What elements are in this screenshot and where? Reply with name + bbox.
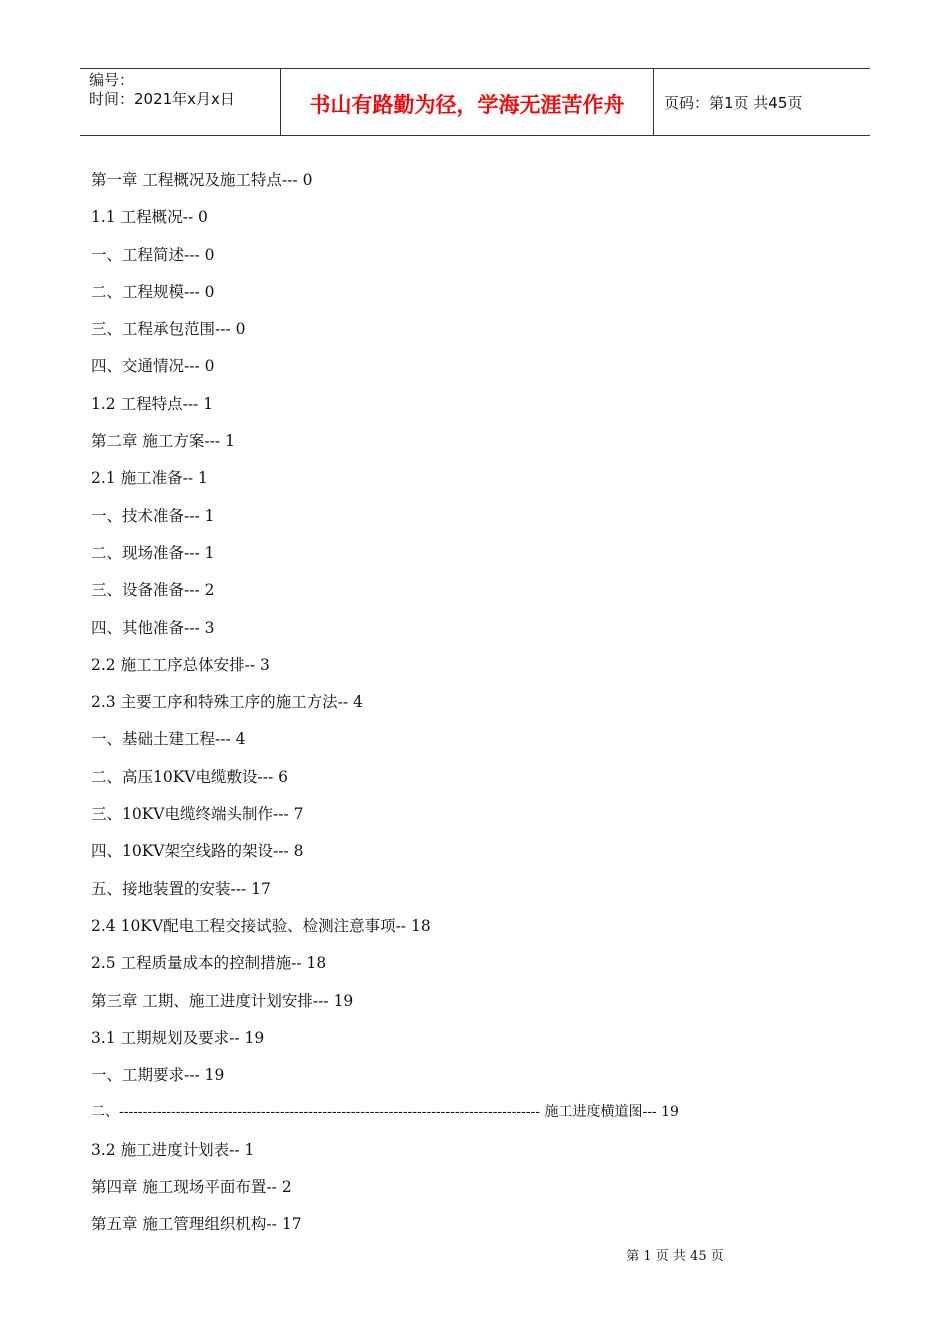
toc-entry[interactable]: 二、现场准备--- 1 [91, 543, 215, 562]
document-time-label: 时间：2021年x月x日 [89, 90, 235, 108]
toc-entry[interactable]: 三、设备准备--- 2 [91, 581, 215, 600]
header-page-info: 页码：第1页 共45页 [664, 93, 803, 112]
table-of-contents [91, 166, 861, 1248]
toc-entry[interactable]: 第三章 工期、施工进度计划安排--- 19 [91, 991, 354, 1010]
toc-entry[interactable]: 四、交通情况--- 0 [91, 357, 215, 376]
toc-entry[interactable]: 第四章 施工现场平面布置-- 2 [91, 1178, 292, 1197]
header-meta [80, 69, 281, 135]
toc-entry[interactable]: 三、10KV电缆终端头制作--- 7 [91, 805, 304, 824]
document-number-label: 编号： [89, 71, 135, 89]
toc-entry[interactable]: 第一章 工程概况及施工特点--- 0 [91, 171, 313, 189]
toc-entry[interactable]: 3.1 工期规划及要求-- 19 [91, 1028, 265, 1047]
toc-entry[interactable]: 四、其他准备--- 3 [91, 618, 215, 637]
toc-entry[interactable]: 第二章 施工方案--- 1 [91, 432, 235, 451]
toc-entry[interactable]: 二、工程规模--- 0 [91, 282, 215, 301]
toc-entry[interactable]: 四、10KV架空线路的架设--- 8 [91, 842, 304, 861]
page-footer: 第 1 页 共 45 页 [626, 1249, 724, 1264]
toc-entry[interactable]: 一、基础土建工程--- 4 [91, 730, 246, 749]
toc-entry[interactable]: 二、高压10KV电缆敷设--- 6 [91, 767, 288, 786]
toc-entry[interactable]: 2.3 主要工序和特殊工序的施工方法-- 4 [91, 693, 363, 712]
toc-entry[interactable]: 一、工期要求--- 19 [91, 1066, 225, 1085]
toc-entry[interactable]: 三、工程承包范围--- 0 [91, 320, 246, 339]
toc-entry[interactable]: 一、技术准备--- 1 [91, 506, 215, 525]
toc-entry[interactable]: 2.4 10KV配电工程交接试验、检测注意事项-- 18 [91, 916, 431, 935]
toc-entry[interactable]: 五、接地装置的安装--- 17 [91, 879, 271, 898]
toc-entry[interactable]: 一、工程简述--- 0 [91, 245, 215, 264]
toc-entry[interactable]: 2.5 工程质量成本的控制措施-- 18 [91, 954, 327, 973]
toc-entry[interactable]: 1.2 工程特点--- 1 [91, 394, 214, 413]
toc-entry[interactable]: 第五章 施工管理组织机构-- 17 [91, 1215, 302, 1234]
document-header [80, 68, 870, 136]
toc-entry[interactable]: 2.1 施工准备-- 1 [91, 469, 208, 488]
toc-entry[interactable]: 3.2 施工进度计划表-- 1 [91, 1140, 255, 1159]
toc-entry[interactable]: 1.1 工程概况-- 0 [91, 208, 208, 227]
toc-entry[interactable]: 2.2 施工工序总体安排-- 3 [91, 655, 270, 674]
header-motto: 书山有路勤为径，学海无涯苦作舟 [281, 69, 654, 135]
toc-entry[interactable]: 二、----------------------------------------------------------------------------------------- 施工进度横道图--- 19 [91, 1104, 679, 1121]
